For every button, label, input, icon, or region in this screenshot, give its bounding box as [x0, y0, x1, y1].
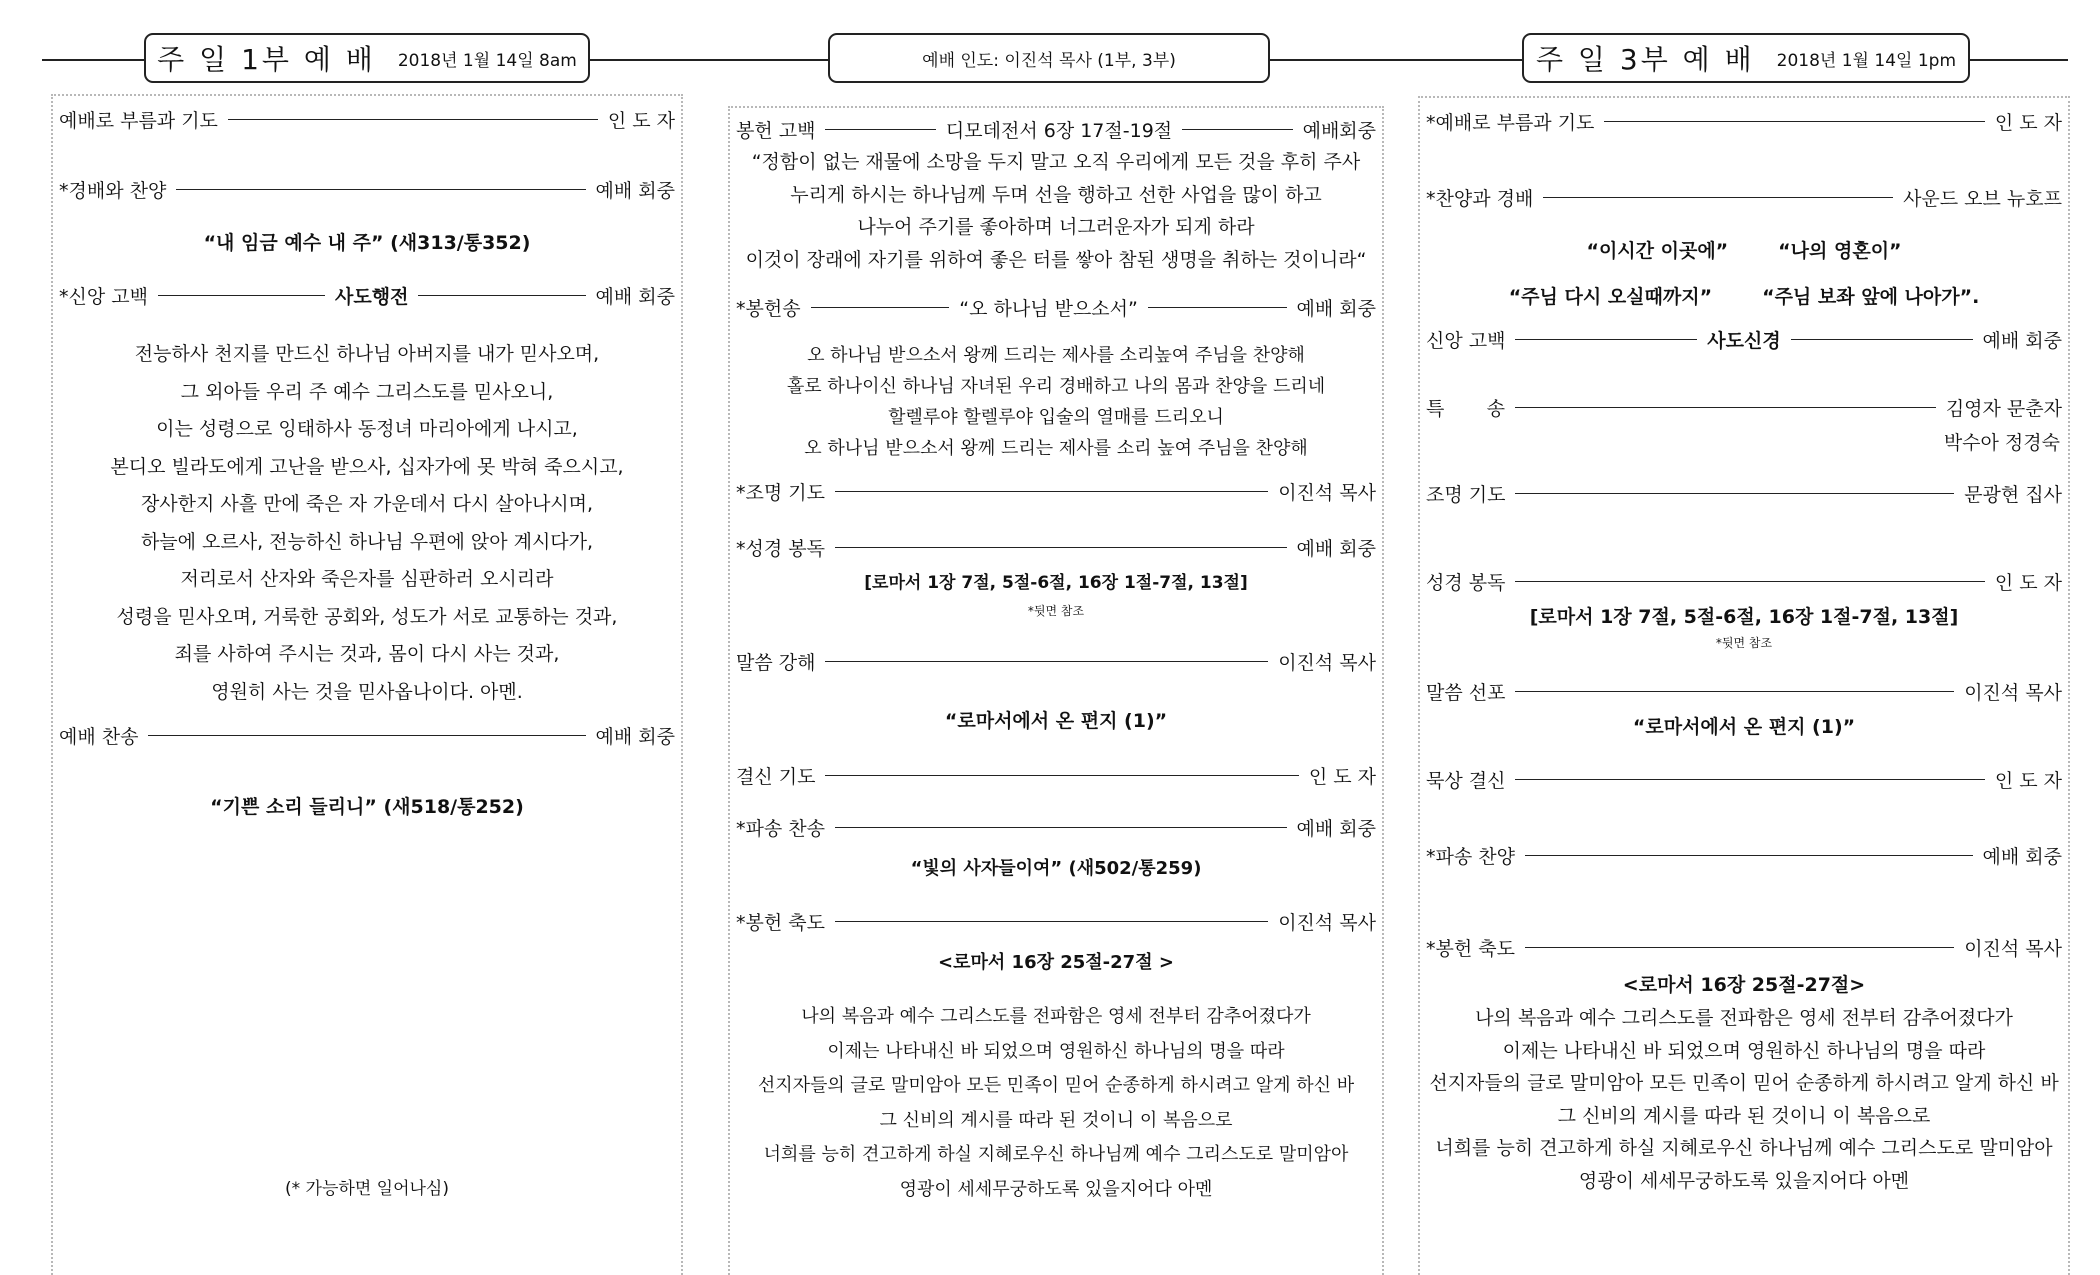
order-offering-confession: 봉헌 고백 디모데전서 6장 17절-19절 예배회중: [736, 120, 1377, 142]
praise-songs-row-1: “이시간 이곳에” “나의 영혼이”: [1586, 240, 1902, 262]
order-creed: *신앙 고백 사도행전 예배 회중: [59, 286, 676, 308]
reading-reference: [로마서 1장 7절, 5절-6절, 16장 1절-7절, 13절]: [864, 573, 1248, 593]
order-benediction-3: *봉헌 축도 이진석 목사: [1426, 938, 2062, 960]
order-sending-3: *파송 찬양 예배 회중: [1426, 846, 2062, 868]
sending-song: “빛의 사자들이여” (새502/통259): [910, 858, 1202, 879]
order-call-3: *예배로 부름과 기도 인 도 자: [1426, 112, 2062, 134]
order-offering-song: *봉헌송 “오 하나님 받으소서” 예배 회중: [736, 298, 1377, 320]
hymn-song: “기쁜 소리 들리니” (새518/통252): [210, 796, 524, 818]
header-rule-right: [1968, 59, 2068, 61]
order-creed-3: 신앙 고백 사도신경 예배 회중: [1426, 330, 2063, 352]
offering-song-text: 오 하나님 받으소서 왕께 드리는 제사를 소리높여 주님을 찬양해 홀로 하나이신 하나님 자녀된 우리 경배하고 나의 몸과 찬양을 드리네 할렐루야 할렐루야 입술의 열매를 드리오니 오 하나님 받으소서 왕께 드리는 제사를 소리 높여 주님을 찬양해: [786, 345, 1326, 459]
order-special: 특 송 김영자 문춘자: [1426, 398, 2062, 420]
header-box-service-1: [144, 33, 590, 83]
order-reading: *성경 봉독 예배 회중: [736, 538, 1376, 560]
reading-note-3: *뒷면 참조: [1715, 636, 1773, 650]
order-benediction: *봉헌 축도 이진석 목사: [736, 912, 1376, 934]
order-hymn: 예배 찬송 예배 회중: [59, 726, 675, 748]
order-praise-3: *찬양과 경배 사운드 오브 뉴호프: [1426, 188, 2062, 210]
reading-reference-3: [로마서 1장 7절, 5절-6절, 16장 1절-7절, 13절]: [1529, 606, 1959, 628]
order-illumination: *조명 기도 이진석 목사: [736, 482, 1376, 504]
order-praise: *경배와 찬양 예배 회중: [59, 180, 675, 202]
benediction-text: 나의 복음과 예수 그리스도를 전파함은 영세 전부터 감추어졌다가 이제는 나타내신 바 되었으며 영원하신 하나님의 명을 따라 선지자들의 글로 말미암아 모든 민족이 믿어 순종하게 하시려고 알게 하신 바 그 신비의 계시를 따라 된 것이니 이 복음으로 너희를 능히 견고하게 하실 지혜로우신 하나님께 예수 그리스도로 말미암아 영광이 세세무궁하도록 있을지어다 아멘: [757, 1006, 1355, 1200]
order-meditation: 묵상 결신 인 도 자: [1426, 770, 2062, 792]
creed-text: 전능하사 천지를 만드신 하나님 아버지를 내가 믿사오며, 그 외아들 우리 주 예수 그리스도를 믿사오니, 이는 성령으로 잉태하사 동정녀 마리아에게 나시고, 본디오 빌라도에게 고난을 받으사, 십자가에 못 박혀 죽으시고, 장사한지 사흘 만에 죽은 자 가운데서 다시 살아나시며, 하늘에 오르사, 전능하신 하나님 우편에 앉아 계시다가, 저리로서 산자와 죽은자를 심판하러 오시리라 성령을 믿사오며, 거룩한 공회와, 성도가 서로 교통하는 것과, 죄를 사하여 주시는 것과, 몸이 다시 사는 것과, 영원히 사는 것을 믿사옵나이다. 아멘.: [110, 343, 624, 703]
benediction-reference: <로마서 16장 25절-27절 >: [938, 952, 1174, 973]
column-service-3: [1418, 96, 2070, 1275]
sermon-title-3: “로마서에서 온 편지 (1)”: [1632, 716, 1856, 738]
header-rule-mid-left: [588, 59, 830, 61]
header-box-leader: [828, 33, 1270, 83]
benediction-text-3: 나의 복음과 예수 그리스도를 전파함은 영세 전부터 감추어졌다가 이제는 나타내신 바 되었으며 영원하신 하나님의 명을 따라 선지자들의 글로 말미암아 모든 민족이 믿어 순종하게 하시려고 알게 하신 바 그 신비의 계시를 따라 된 것이니 이 복음으로 너희를 능히 견고하게 하실 지혜로우신 하나님께 예수 그리스도로 말미암아 영광이 세세무궁하도록 있을지어다 아멘: [1429, 1007, 2059, 1192]
praise-song: “내 임금 예수 내 주” (새313/통352): [203, 232, 531, 254]
benediction-reference-3: <로마서 16장 25절-27절>: [1622, 974, 1866, 996]
order-sending-hymn: *파송 찬송 예배 회중: [736, 818, 1376, 840]
order-reading-3: 성경 봉독 인 도 자: [1426, 572, 2062, 594]
column-service-1: [51, 94, 683, 1275]
order-decision: 결신 기도 인 도 자: [736, 766, 1376, 788]
special-singers-2: 박수아 정경숙: [1943, 432, 2060, 454]
header-rule-left: [42, 59, 146, 61]
header-rule-mid-right: [1270, 59, 1524, 61]
sermon-title: “로마서에서 온 편지 (1)”: [944, 710, 1168, 732]
header-box-service-3: [1522, 33, 1970, 83]
service-1-title: 주 일 1부 예 배: [157, 43, 376, 76]
order-sermon-3: 말씀 선포 이진석 목사: [1426, 682, 2062, 704]
standing-note: (* 가능하면 일어나심): [285, 1179, 449, 1199]
column-common: [728, 106, 1384, 1275]
service-3-title: 주 일 3부 예 배: [1535, 43, 1755, 76]
order-sermon: 말씀 강해 이진석 목사: [736, 652, 1376, 674]
order-call: 예배로 부름과 기도 인 도 자: [59, 110, 675, 132]
offering-text: “정함이 없는 재물에 소망을 두지 말고 오직 우리에게 모든 것을 후히 주사 누리게 하시는 하나님께 두며 선을 행하고 선한 사업을 많이 하고 나누어 주기를 좋아하며 너그러운자가 되게 하라 이것이 장래에 자기를 위하여 좋은 터를 쌓아 참된 생명을 취하는 것이니라“: [745, 151, 1367, 271]
reading-note: *뒷면 참조: [1027, 604, 1085, 618]
service-1-date: 2018년 1월 14일 8am: [397, 50, 577, 71]
order-illumination-3: 조명 기도 문광현 집사: [1426, 484, 2062, 506]
praise-songs-row-2: “주님 다시 오실때까지” “주님 보좌 앞에 나아가”.: [1508, 286, 1980, 308]
worship-leader: 예배 인도: 이진석 목사 (1부, 3부): [922, 50, 1176, 71]
service-3-date: 2018년 1월 14일 1pm: [1776, 50, 1957, 71]
